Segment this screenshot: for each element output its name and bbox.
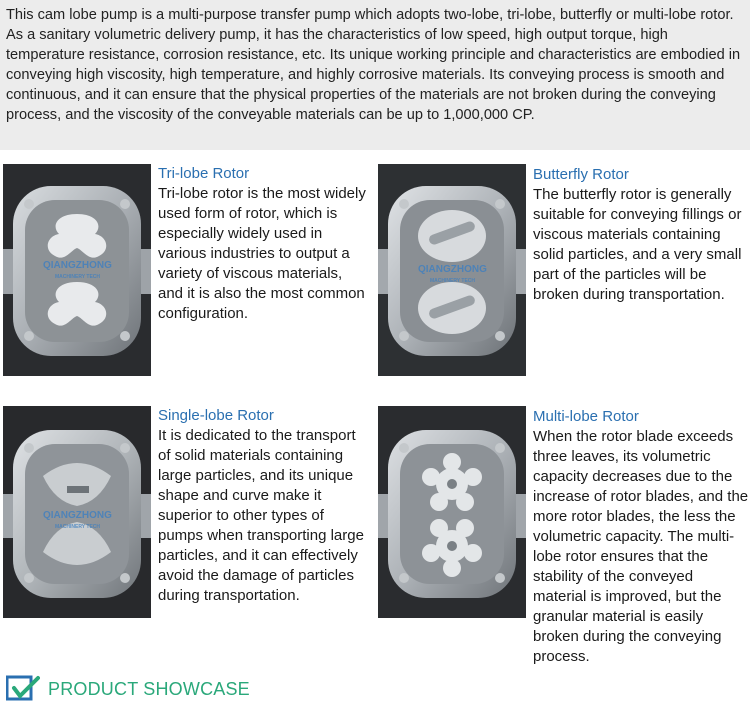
- watermark-sub: MACHINERY TECH: [55, 524, 101, 530]
- product-showcase-label: PRODUCT SHOWCASE: [48, 679, 250, 699]
- watermark-sub: MACHINERY TECH: [55, 274, 101, 280]
- multi-lobe-description: When the rotor blade exceeds three leaves, its volumetric capacity decreases due to the increase of rotor blades, and the more rotor blades, the less the volumetric capacity. The multi-lobe rotor ensures that the stability of the conveyed material is improved, but the granular material is easily broken during the conveying process.: [533, 428, 749, 665]
- single-lobe-description: It is dedicated to the transport of solid materials containing large particles, and its unique shape and curve make it superior to other types of pumps when transporting large particles, and it can effectively avoid the damage of particles during transportation.: [158, 427, 364, 604]
- multi-lobe-title: Multi-lobe Rotor: [533, 408, 639, 425]
- butterfly-title: Butterfly Rotor: [533, 166, 629, 183]
- intro-paragraph: [0, 0, 750, 150]
- single-lobe-title: Single-lobe Rotor: [158, 407, 274, 424]
- showcase-logo-icon: [6, 674, 40, 702]
- butterfly-rotor-photo: [378, 164, 526, 376]
- intro-text: This cam lobe pump is a multi-purpose transfer pump which adopts two-lobe, tri-lobe, butterfly or multi-lobe rotor. As a sanitary volumetric delivery pump, it has the characteristics of low speed, high output torque, high temperature resistance, corrosion resistance, etc. Its unique working principle and characteristics are embodied in conveying high viscosity, high temperature, and highly corrosive materials. Its conveying process is smooth and continuous, and it can ensure that the physical properties of the materials are not broken during the conveying process, and the viscosity of the conveyable materials can be up to 1,000,000 CP.: [6, 7, 741, 123]
- watermark-sub: MACHINERY TECH: [430, 278, 476, 284]
- butterfly-description: The butterfly rotor is generally suitable for conveying fillings or viscous materials containing solid particles, and a very small part of the particles will be broken during transportation.: [533, 186, 742, 303]
- single-lobe-rotor-photo: [3, 406, 151, 618]
- product-showcase-footer: [0, 666, 750, 716]
- tri-lobe-rotor-photo: [3, 164, 151, 376]
- tri-lobe-description: Tri-lobe rotor is the most widely used form of rotor, which is especially widely used in various industries to output a variety of viscous materials, and it is also the most common configuration.: [158, 185, 366, 322]
- watermark-text: QIANGZHONG: [43, 510, 112, 521]
- watermark-text: QIANGZHONG: [418, 264, 487, 275]
- multi-lobe-rotor-photo: [378, 406, 526, 618]
- tri-lobe-title: Tri-lobe Rotor: [158, 165, 250, 182]
- watermark-text: QIANGZHONG: [43, 260, 112, 271]
